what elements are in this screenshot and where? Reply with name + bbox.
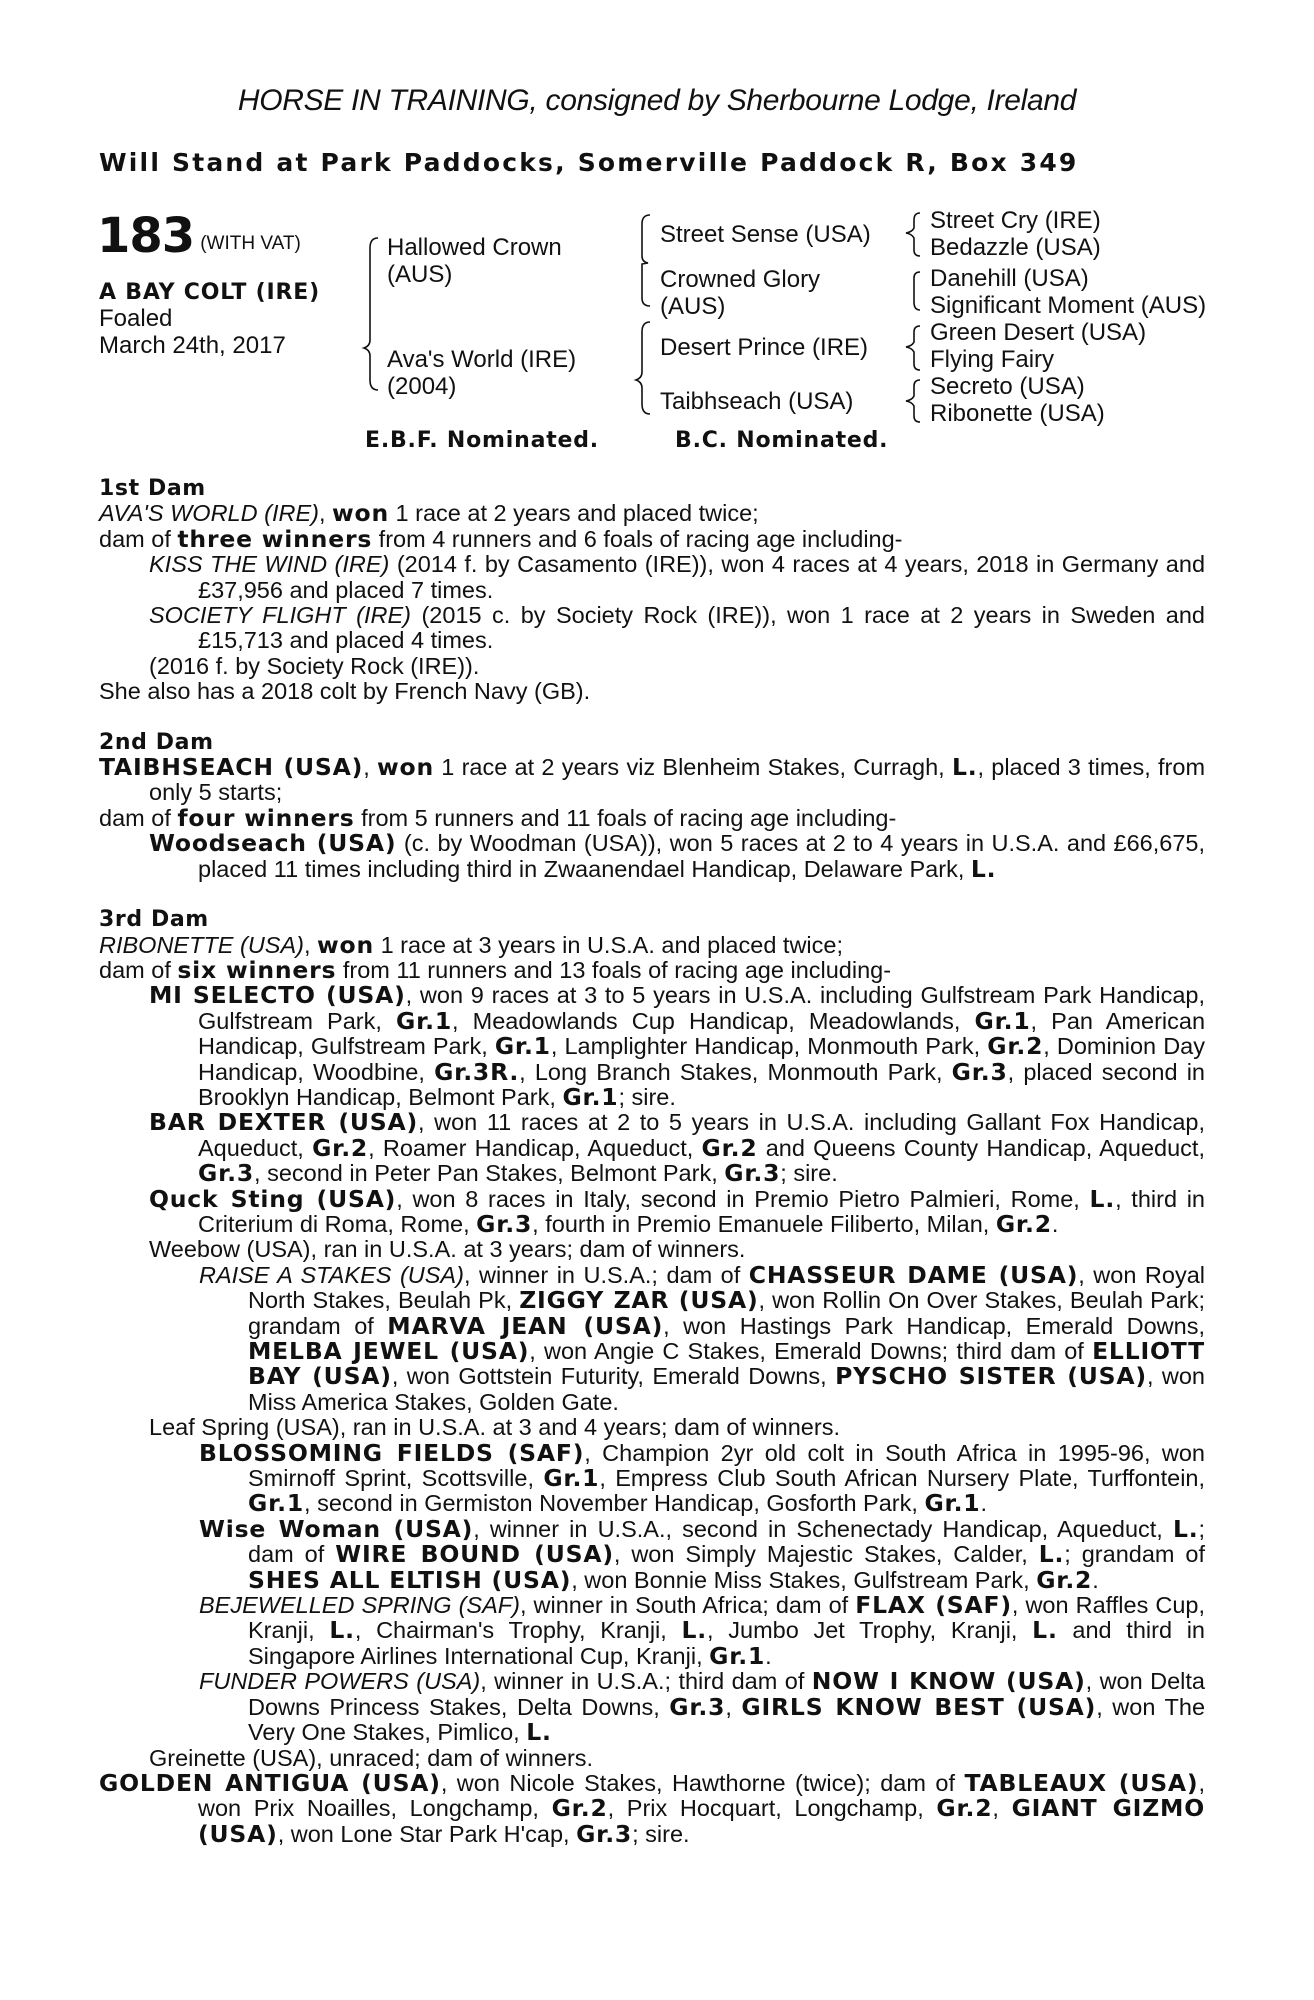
pedigree-ds-sire: Green Desert (USA) bbox=[930, 319, 1147, 346]
grade: Gr.2 bbox=[1036, 1565, 1093, 1594]
pedigree-ss-sire: Street Cry (IRE) bbox=[930, 207, 1101, 234]
grade: Gr.1 bbox=[248, 1489, 305, 1518]
pedigree-dam bbox=[387, 346, 576, 400]
brace-dam-parents bbox=[636, 322, 650, 414]
daughter-weebow: Weebow (USA), ran in U.S.A. at 3 years; dam of winners. bbox=[149, 1236, 746, 1263]
text: , Champion 2yr old colt in South Africa in 1995-96, won Smirnoff Sprint, Scottsville, bbox=[248, 1439, 1205, 1492]
text: ; dam of bbox=[248, 1515, 1205, 1568]
catalogue-body bbox=[99, 476, 1205, 1847]
text: , won 9 races at 3 to 5 years in U.S.A. including Gulfstream Park Handicap, Gulfstream Park, bbox=[198, 982, 1205, 1034]
sire-dam-origin: (AUS) bbox=[660, 293, 726, 320]
text: , Prix Hocquart, Longchamp, bbox=[607, 1795, 924, 1822]
progeny-name: KISS THE WIND (IRE) bbox=[149, 551, 390, 578]
text: . bbox=[765, 1642, 772, 1669]
text: and Queens County Handicap, Aqueduct, bbox=[765, 1134, 1205, 1161]
progeny-name: BLOSSOMING FIELDS (SAF) bbox=[199, 1438, 585, 1467]
text: , second in Peter Pan Stakes, Belmont Park, bbox=[254, 1160, 718, 1187]
progeny-kiss-the-wind bbox=[99, 552, 1205, 603]
sep: , bbox=[318, 500, 326, 527]
horse-name: CHASSEUR DAME (USA) bbox=[748, 1260, 1079, 1289]
progeny-raise-a-stakes bbox=[99, 1260, 1206, 1415]
text: , won Lone Star Park H'cap, bbox=[277, 1820, 570, 1847]
pedigree-dd-sire: Secreto (USA) bbox=[930, 373, 1085, 400]
listed-mark: L. bbox=[681, 1616, 708, 1645]
brace-sd bbox=[914, 272, 920, 310]
text: ; sire. bbox=[618, 1083, 676, 1110]
progeny-blossoming-fields bbox=[99, 1438, 1206, 1518]
pedigree-dam-sire: Desert Prince (IRE) bbox=[660, 334, 869, 361]
grade: Gr.2 bbox=[551, 1794, 608, 1823]
progeny-golden-antigua bbox=[49, 1768, 1206, 1848]
text: from 11 runners and 13 foals of racing age including- bbox=[342, 956, 892, 983]
second-dam-name: TAIBHSEACH (USA) bbox=[99, 753, 364, 782]
grade: Gr.2 bbox=[995, 1209, 1052, 1238]
grade: Gr.2 bbox=[936, 1794, 993, 1823]
horse-name: GIANT GIZMO (USA) bbox=[198, 1794, 1206, 1848]
progeny-mi-selecto bbox=[99, 983, 1205, 1110]
grade: Gr.3R. bbox=[434, 1057, 520, 1086]
won-label: won bbox=[317, 930, 375, 959]
text: ; sire. bbox=[780, 1160, 838, 1187]
listed-mark: L. bbox=[1172, 1514, 1199, 1543]
progeny-name: Wise Woman (USA) bbox=[199, 1514, 474, 1543]
grade: Gr.2 bbox=[987, 1032, 1044, 1061]
text: , winner in U.S.A., second in Schenectady Handicap, Aqueduct, bbox=[473, 1515, 1163, 1542]
pedigree-ss-dam: Bedazzle (USA) bbox=[930, 234, 1101, 261]
text: , bbox=[725, 1693, 732, 1720]
progeny-name: GOLDEN ANTIGUA (USA) bbox=[99, 1768, 441, 1797]
grade: Gr.1 bbox=[974, 1006, 1031, 1035]
pedigree-ds-dam: Flying Fairy bbox=[930, 346, 1055, 373]
pedigree-braces bbox=[0, 0, 1314, 460]
progeny-name: SOCIETY FLIGHT (IRE) bbox=[149, 602, 411, 629]
progeny-name: FUNDER POWERS (USA) bbox=[199, 1668, 481, 1695]
pedigree-sire-dam bbox=[660, 266, 820, 320]
third-dam-name: RIBONETTE (USA) bbox=[99, 931, 304, 958]
text: , won Hastings Park Handicap, Emerald Downs, bbox=[663, 1312, 1206, 1339]
text: , winner in South Africa; dam of bbox=[519, 1592, 849, 1619]
pedigree-dam-dam: Taibhseach (USA) bbox=[660, 388, 854, 415]
record-text: 1 race at 2 years and placed twice; bbox=[395, 500, 759, 527]
text: ; sire. bbox=[632, 1820, 690, 1847]
horse-name: MELBA JEWEL (USA) bbox=[248, 1337, 530, 1365]
progeny-name: Woodseach (USA) bbox=[149, 829, 397, 858]
grade: Gr.1 bbox=[395, 1006, 452, 1035]
record-text: 1 race at 2 years viz Blenheim Stakes, Curragh, bbox=[441, 754, 945, 781]
won-label: won bbox=[332, 499, 390, 528]
progeny-bejewelled-spring bbox=[99, 1593, 1205, 1669]
text: , second in Germiston November Handicap, Gosforth Park, bbox=[304, 1490, 918, 1517]
brace-sire-parents bbox=[642, 215, 650, 306]
first-dam-record bbox=[99, 501, 1205, 526]
listed-mark: L. bbox=[526, 1718, 552, 1747]
text: , won Royal North Stakes, Beulah Pk, bbox=[248, 1261, 1206, 1314]
winners-count: six winners bbox=[177, 955, 337, 984]
daughter-greinette: Greinette (USA), unraced; dam of winners. bbox=[149, 1744, 594, 1771]
grade: Gr.3 bbox=[669, 1692, 726, 1721]
second-dam-produce bbox=[99, 803, 1205, 832]
listed-mark: L. bbox=[1038, 1540, 1065, 1569]
first-dam-also: She also has a 2018 colt by French Navy (GB). bbox=[99, 678, 591, 705]
text: . bbox=[1092, 1566, 1099, 1593]
text: , Empress Club South African Nursery Plate, Turffontein, bbox=[599, 1465, 1206, 1492]
pedigree-sire bbox=[387, 234, 562, 288]
sire-origin: (AUS) bbox=[387, 261, 453, 288]
text: , winner in U.S.A.; third dam of bbox=[480, 1668, 805, 1695]
text: from 4 runners and 6 foals of racing age including- bbox=[378, 525, 903, 552]
text: , won 11 races at 2 to 5 years in U.S.A. including Gallant Fox Handicap, Aqueduct, bbox=[198, 1109, 1205, 1161]
horse-name: ELLIOTT BAY (USA) bbox=[248, 1337, 1205, 1391]
grade: Gr.1 bbox=[562, 1082, 619, 1111]
grade: Gr.3 bbox=[724, 1159, 781, 1188]
text: . bbox=[980, 1490, 987, 1517]
pedigree-sd-sire: Danehill (USA) bbox=[930, 265, 1089, 292]
grade: Gr.1 bbox=[709, 1641, 766, 1670]
vat-label: (WITH VAT) bbox=[200, 233, 301, 254]
text: , won Angie C Stakes, Emerald Downs; third dam of bbox=[529, 1338, 1084, 1364]
text: , Pan American Handicap, Gulfstream Park, bbox=[198, 1007, 1206, 1060]
horse-name: PYSCHO SISTER (USA) bbox=[835, 1362, 1147, 1391]
text: dam of bbox=[99, 956, 171, 983]
third-dam-produce bbox=[99, 955, 1205, 984]
pedigree-dd-dam: Ribonette (USA) bbox=[930, 400, 1105, 427]
foaled-label: Foaled bbox=[99, 305, 173, 332]
brace-ds bbox=[906, 326, 920, 370]
third-dam-record bbox=[99, 930, 1205, 959]
brace-ss bbox=[906, 213, 920, 256]
text: , Meadowlands Cup Handicap, Meadowlands, bbox=[452, 1007, 961, 1034]
grade: Gr.1 bbox=[924, 1489, 981, 1518]
grade: Gr.1 bbox=[494, 1032, 551, 1061]
progeny-bar-dexter bbox=[99, 1110, 1205, 1186]
grade: Gr.3 bbox=[951, 1057, 1008, 1086]
first-dam-heading: 1st Dam bbox=[99, 476, 206, 501]
pedigree-sire-sire: Street Sense (USA) bbox=[660, 221, 871, 248]
progeny-2016: (2016 f. by Society Rock (IRE)). bbox=[149, 652, 480, 679]
sep: , bbox=[303, 931, 311, 958]
daughter-leaf-spring: Leaf Spring (USA), ran in U.S.A. at 3 and 4 years; dam of winners. bbox=[149, 1414, 840, 1441]
pedigree-sd-dam: Significant Moment (AUS) bbox=[930, 292, 1207, 319]
text: , won Gottstein Futurity, Emerald Downs, bbox=[391, 1363, 827, 1390]
text: . bbox=[1051, 1210, 1059, 1237]
listed-mark: L. bbox=[1032, 1616, 1058, 1645]
ebf-nomination: E.B.F. Nominated. bbox=[365, 428, 599, 453]
grade: Gr.1 bbox=[543, 1464, 600, 1493]
dam-year: (2004) bbox=[387, 373, 457, 400]
text: , fourth in Premio Emanuele Filiberto, Milan, bbox=[532, 1210, 990, 1237]
text: from 5 runners and 11 foals of racing age including- bbox=[361, 804, 897, 831]
winners-count: four winners bbox=[177, 803, 355, 832]
text: , won Nicole Stakes, Hawthorne (twice); dam of bbox=[440, 1769, 956, 1796]
text: , Long Branch Stakes, Monmouth Park, bbox=[519, 1058, 943, 1085]
first-dam-name: AVA'S WORLD (IRE) bbox=[99, 500, 319, 527]
text: , winner in U.S.A.; dam of bbox=[463, 1261, 741, 1288]
text: dam of bbox=[99, 804, 171, 831]
progeny-name: BAR DEXTER (USA) bbox=[149, 1108, 419, 1137]
record-text: 1 race at 3 years in U.S.A. and placed twice; bbox=[380, 931, 843, 958]
horse-name: WIRE BOUND (USA) bbox=[335, 1540, 614, 1569]
page-title: HORSE IN TRAINING, consigned by Sherbourne Lodge, Ireland bbox=[237, 84, 1077, 117]
text: , won Delta Downs Princess Stakes, Delta Downs, bbox=[248, 1668, 1205, 1720]
progeny-wise-woman bbox=[99, 1514, 1206, 1594]
text: , placed second in Brooklyn Handicap, Belmont Park, bbox=[198, 1058, 1206, 1110]
brace-parents bbox=[364, 238, 378, 390]
horse-name: ZIGGY ZAR (USA) bbox=[519, 1286, 759, 1315]
grade: Gr.3 bbox=[576, 1819, 633, 1848]
progeny-society-flight bbox=[99, 603, 1205, 654]
text: , won 8 races in Italy, second in Premio Pietro Palmieri, Rome, bbox=[396, 1185, 1080, 1212]
grade: Gr.3 bbox=[476, 1209, 533, 1238]
text: , won Bonnie Miss Stakes, Gulfstream Park, bbox=[571, 1566, 1030, 1593]
stand-location: Will Stand at Park Paddocks, Somerville Paddock R, Box 349 bbox=[99, 148, 1079, 177]
text: , won The Very One Stakes, Pimlico, bbox=[248, 1693, 1206, 1746]
second-dam-record bbox=[99, 755, 1205, 806]
grade: Gr.2 bbox=[312, 1133, 369, 1162]
won-label: won bbox=[376, 753, 434, 782]
bc-nomination: B.C. Nominated. bbox=[675, 428, 889, 453]
horse-name: SHES ALL ELTISH (USA) bbox=[248, 1565, 572, 1594]
progeny-name: MI SELECTO (USA) bbox=[149, 981, 406, 1010]
text: , Chairman's Trophy, Kranji, bbox=[354, 1617, 667, 1644]
progeny-quck-sting bbox=[99, 1184, 1206, 1238]
text: , won Rollin On Over Stakes, Beulah Park; grandam of bbox=[248, 1287, 1205, 1339]
progeny-text: (2014 f. by Casamento (IRE)), won 4 races at 4 years, 2018 in Germany and £37,956 and placed 7 times. bbox=[198, 551, 1206, 603]
horse-name: FLAX (SAF) bbox=[855, 1591, 1012, 1620]
text: , Lamplighter Handicap, Monmouth Park, bbox=[550, 1033, 981, 1060]
listed-mark: L. bbox=[970, 854, 997, 883]
grade: Gr.3 bbox=[198, 1159, 255, 1188]
horse-name: TABLEAUX (USA) bbox=[964, 1768, 1199, 1797]
foaled-date: March 24th, 2017 bbox=[99, 332, 286, 359]
lot-number: 183 bbox=[97, 208, 195, 264]
progeny-name: Quck Sting (USA) bbox=[149, 1184, 397, 1213]
horse-name: GIRLS KNOW BEST (USA) bbox=[741, 1692, 1097, 1721]
progeny-woodseach bbox=[99, 831, 1205, 882]
text: and third in Singapore Airlines International Cup, Kranji, bbox=[248, 1617, 1205, 1669]
progeny-name: BEJEWELLED SPRING (SAF) bbox=[199, 1592, 520, 1619]
text: , bbox=[992, 1795, 999, 1822]
text: , won Miss America Stakes, Golden Gate. bbox=[248, 1363, 1205, 1415]
sire-dam-name: Crowned Glory bbox=[660, 266, 821, 293]
grade: Gr.2 bbox=[701, 1133, 758, 1162]
progeny-text: (2015 c. by Society Rock (IRE)), won 1 race at 2 years in Sweden and £15,713 and placed 4 times. bbox=[198, 602, 1205, 654]
horse-description: A BAY COLT (IRE) bbox=[99, 280, 320, 305]
first-dam-produce bbox=[99, 524, 1205, 553]
text: , Dominion Day Handicap, Woodbine, bbox=[198, 1033, 1205, 1085]
dam-name: Ava's World (IRE) bbox=[387, 346, 577, 373]
text: , won Raffles Cup, Kranji, bbox=[248, 1592, 1205, 1644]
text: , Roamer Handicap, Aqueduct, bbox=[368, 1134, 694, 1161]
text: , third in Criterium di Roma, Rome, bbox=[198, 1185, 1206, 1237]
listed-mark: L. bbox=[329, 1616, 355, 1645]
second-dam-heading: 2nd Dam bbox=[99, 729, 214, 755]
horse-name: MARVA JEAN (USA) bbox=[387, 1311, 664, 1340]
text: , won Prix Noailles, Longchamp, bbox=[198, 1769, 1205, 1822]
progeny-text: (c. by Woodman (USA)), won 5 races at 2 to 4 years in U.S.A. and £66,675, placed 11 times including third in Zwaanendael Handicap, Delaware Park, bbox=[198, 830, 1206, 882]
progeny-funder-powers bbox=[99, 1669, 1205, 1745]
sep: , bbox=[363, 754, 370, 781]
brace-dd bbox=[906, 380, 920, 422]
horse-name: NOW I KNOW (USA) bbox=[811, 1667, 1086, 1696]
listed-mark: L. bbox=[1089, 1184, 1116, 1213]
listed-mark: L. bbox=[951, 753, 978, 782]
record-text: , placed 3 times, from only 5 starts; bbox=[149, 754, 1206, 806]
progeny-name: RAISE A STAKES (USA) bbox=[199, 1261, 464, 1288]
text: dam of bbox=[99, 525, 171, 552]
text: ; grandam of bbox=[1064, 1541, 1206, 1568]
text: , Jumbo Jet Trophy, Kranji, bbox=[707, 1617, 1018, 1644]
sire-name: Hallowed Crown bbox=[387, 234, 562, 261]
text: , won Simply Majestic Stakes, Calder, bbox=[613, 1541, 1028, 1568]
third-dam-heading: 3rd Dam bbox=[99, 907, 209, 933]
winners-count: three winners bbox=[177, 524, 373, 553]
